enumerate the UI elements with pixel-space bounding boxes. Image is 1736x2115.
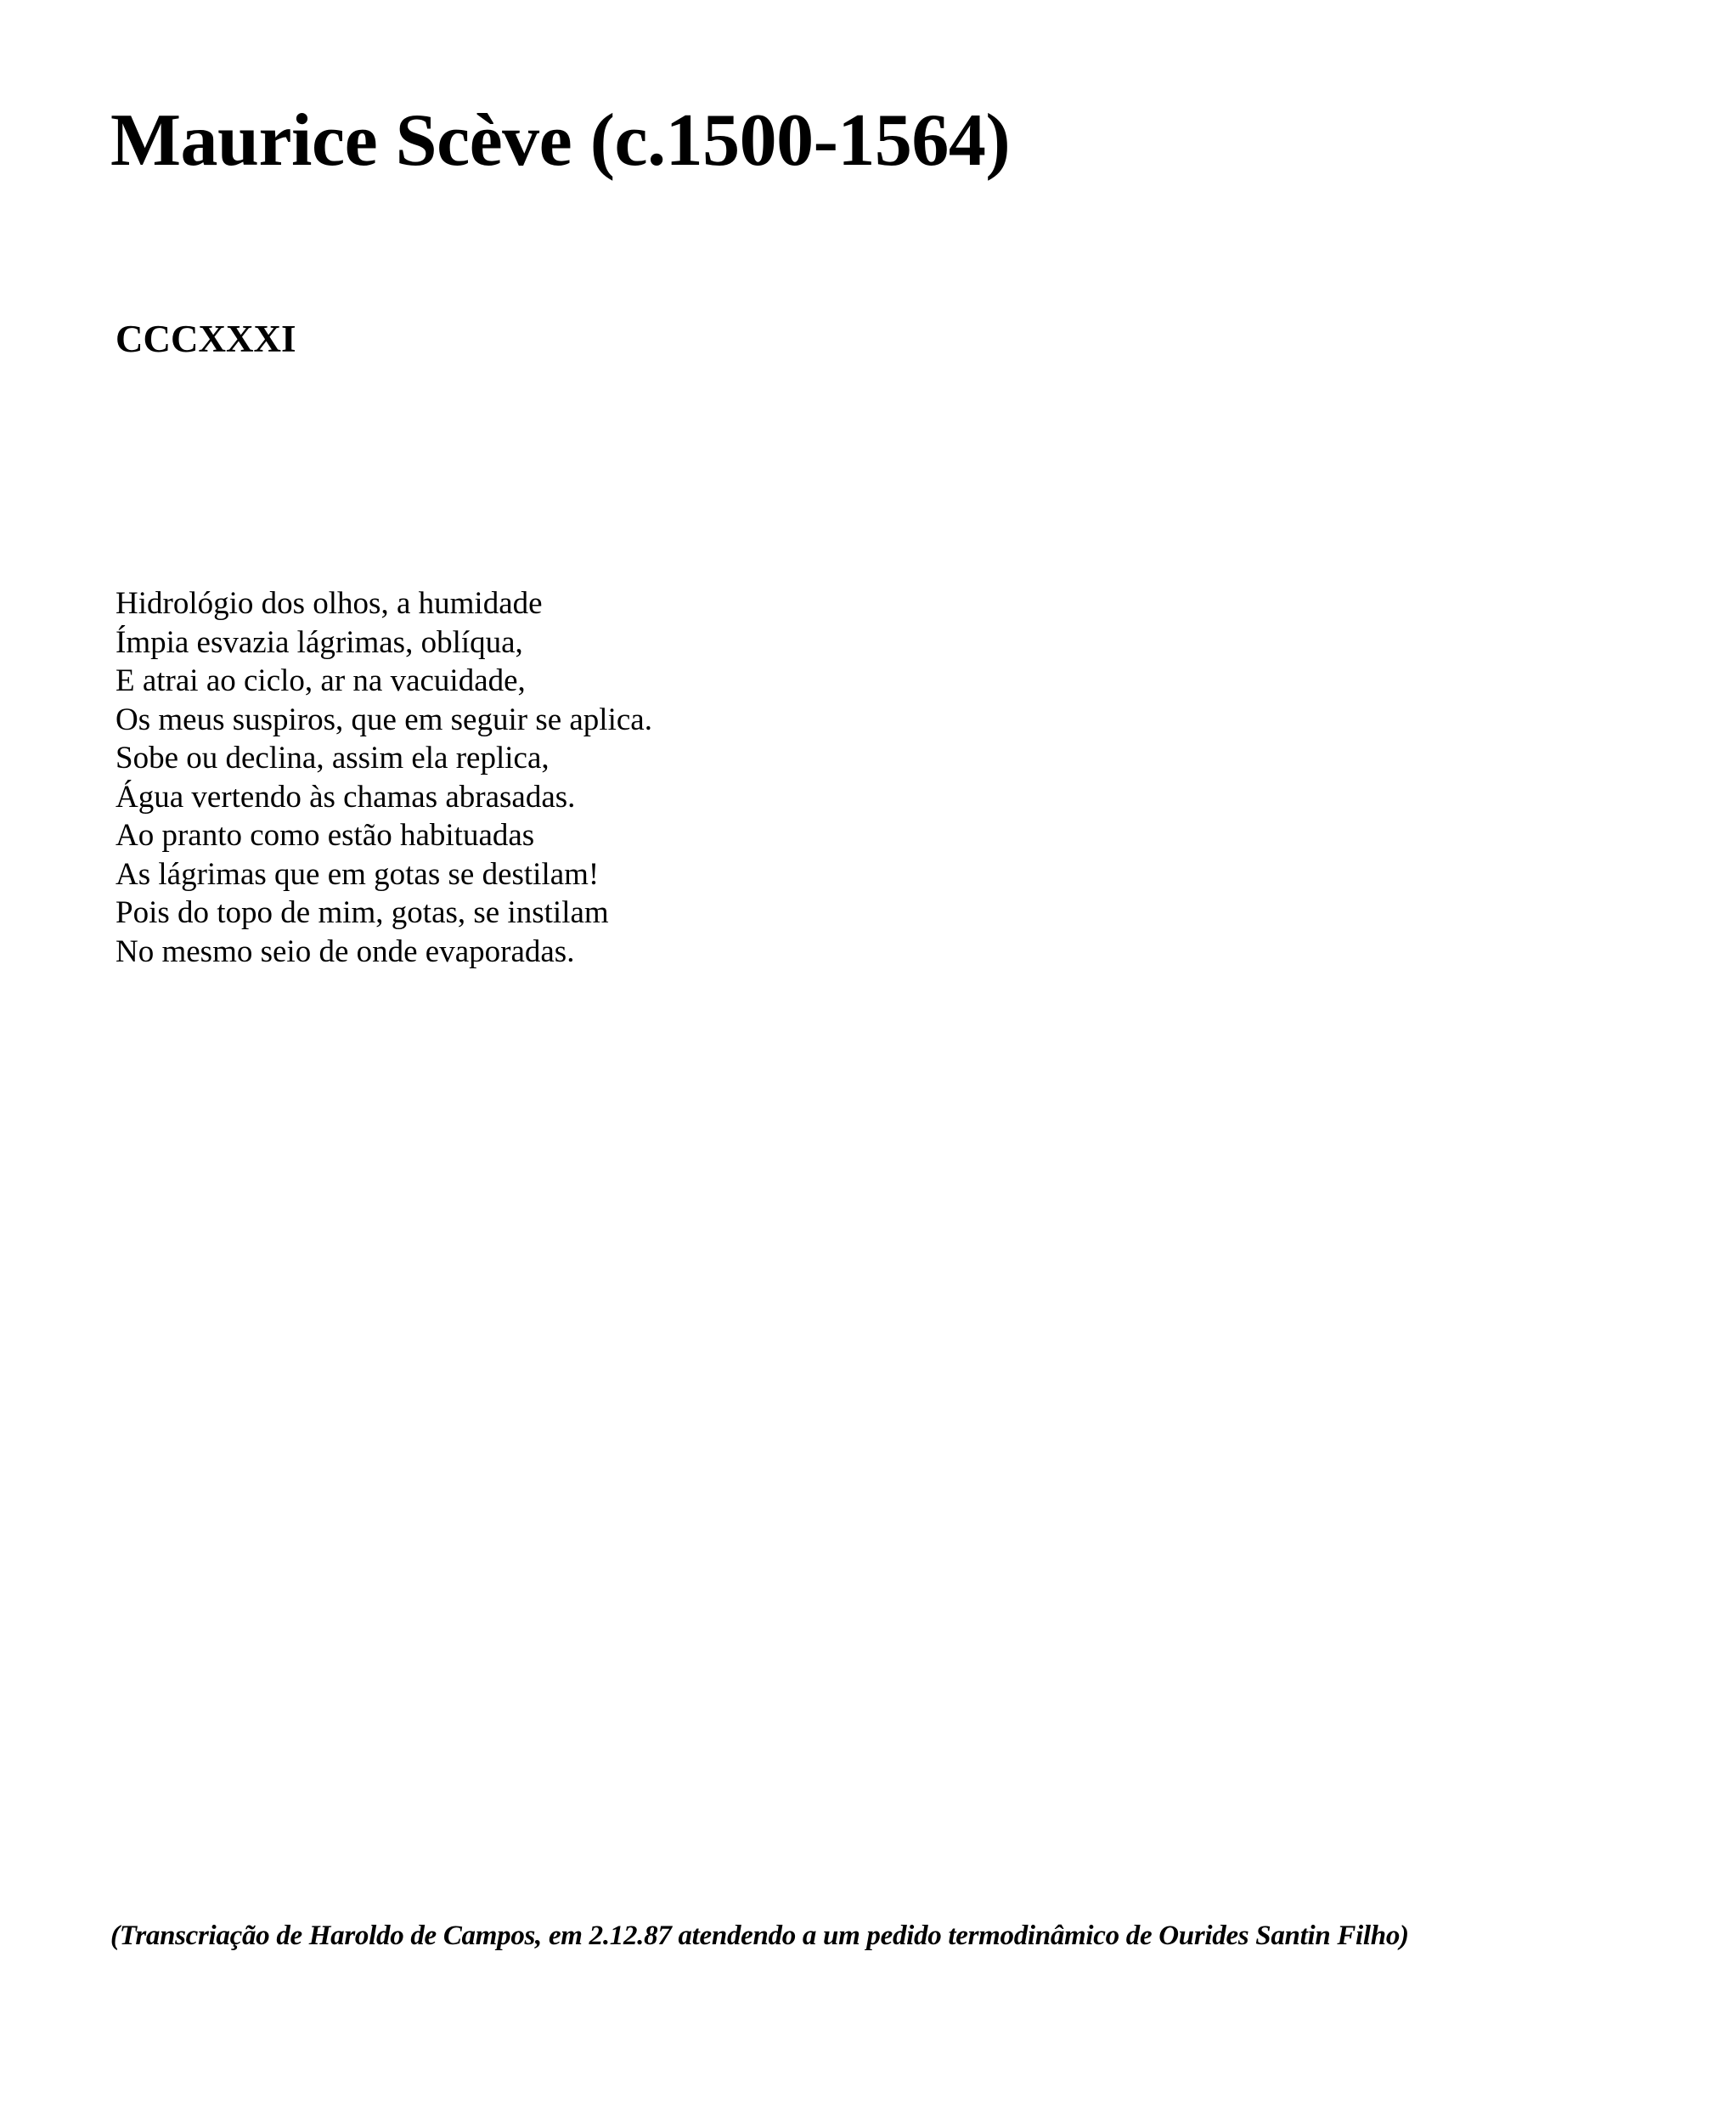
poem-number: CCCXXXI xyxy=(116,318,296,360)
poem-line: Hidrológio dos olhos, a humidade xyxy=(116,586,543,621)
poem-line: Água vertendo às chamas abrasadas. xyxy=(116,779,576,815)
poem-line: No mesmo seio de onde evaporadas. xyxy=(116,933,575,969)
poem-line: Os meus suspiros, que em seguir se aplica. xyxy=(116,702,652,737)
poem-line: Pois do topo de mim, gotas, se instilam xyxy=(116,895,609,930)
poem-line: E atrai ao ciclo, ar na vacuidade, xyxy=(116,663,526,698)
page-title: Maurice Scève (c.1500-1564) xyxy=(110,99,1011,182)
poem-line: As lágrimas que em gotas se destilam! xyxy=(116,856,600,892)
poem-line: Sobe ou declina, assim ela replica, xyxy=(116,741,550,776)
poem-line: Ao pranto como estão habituadas xyxy=(116,818,535,853)
translation-credit: (Transcriação de Haroldo de Campos, em 2.12.87 atendendo a um pedido termodinâmico de Ourides Santin Filho) xyxy=(110,1920,1409,1951)
poem-line: Ímpia esvazia lágrimas, oblíqua, xyxy=(116,624,523,660)
poem-body xyxy=(116,584,652,971)
